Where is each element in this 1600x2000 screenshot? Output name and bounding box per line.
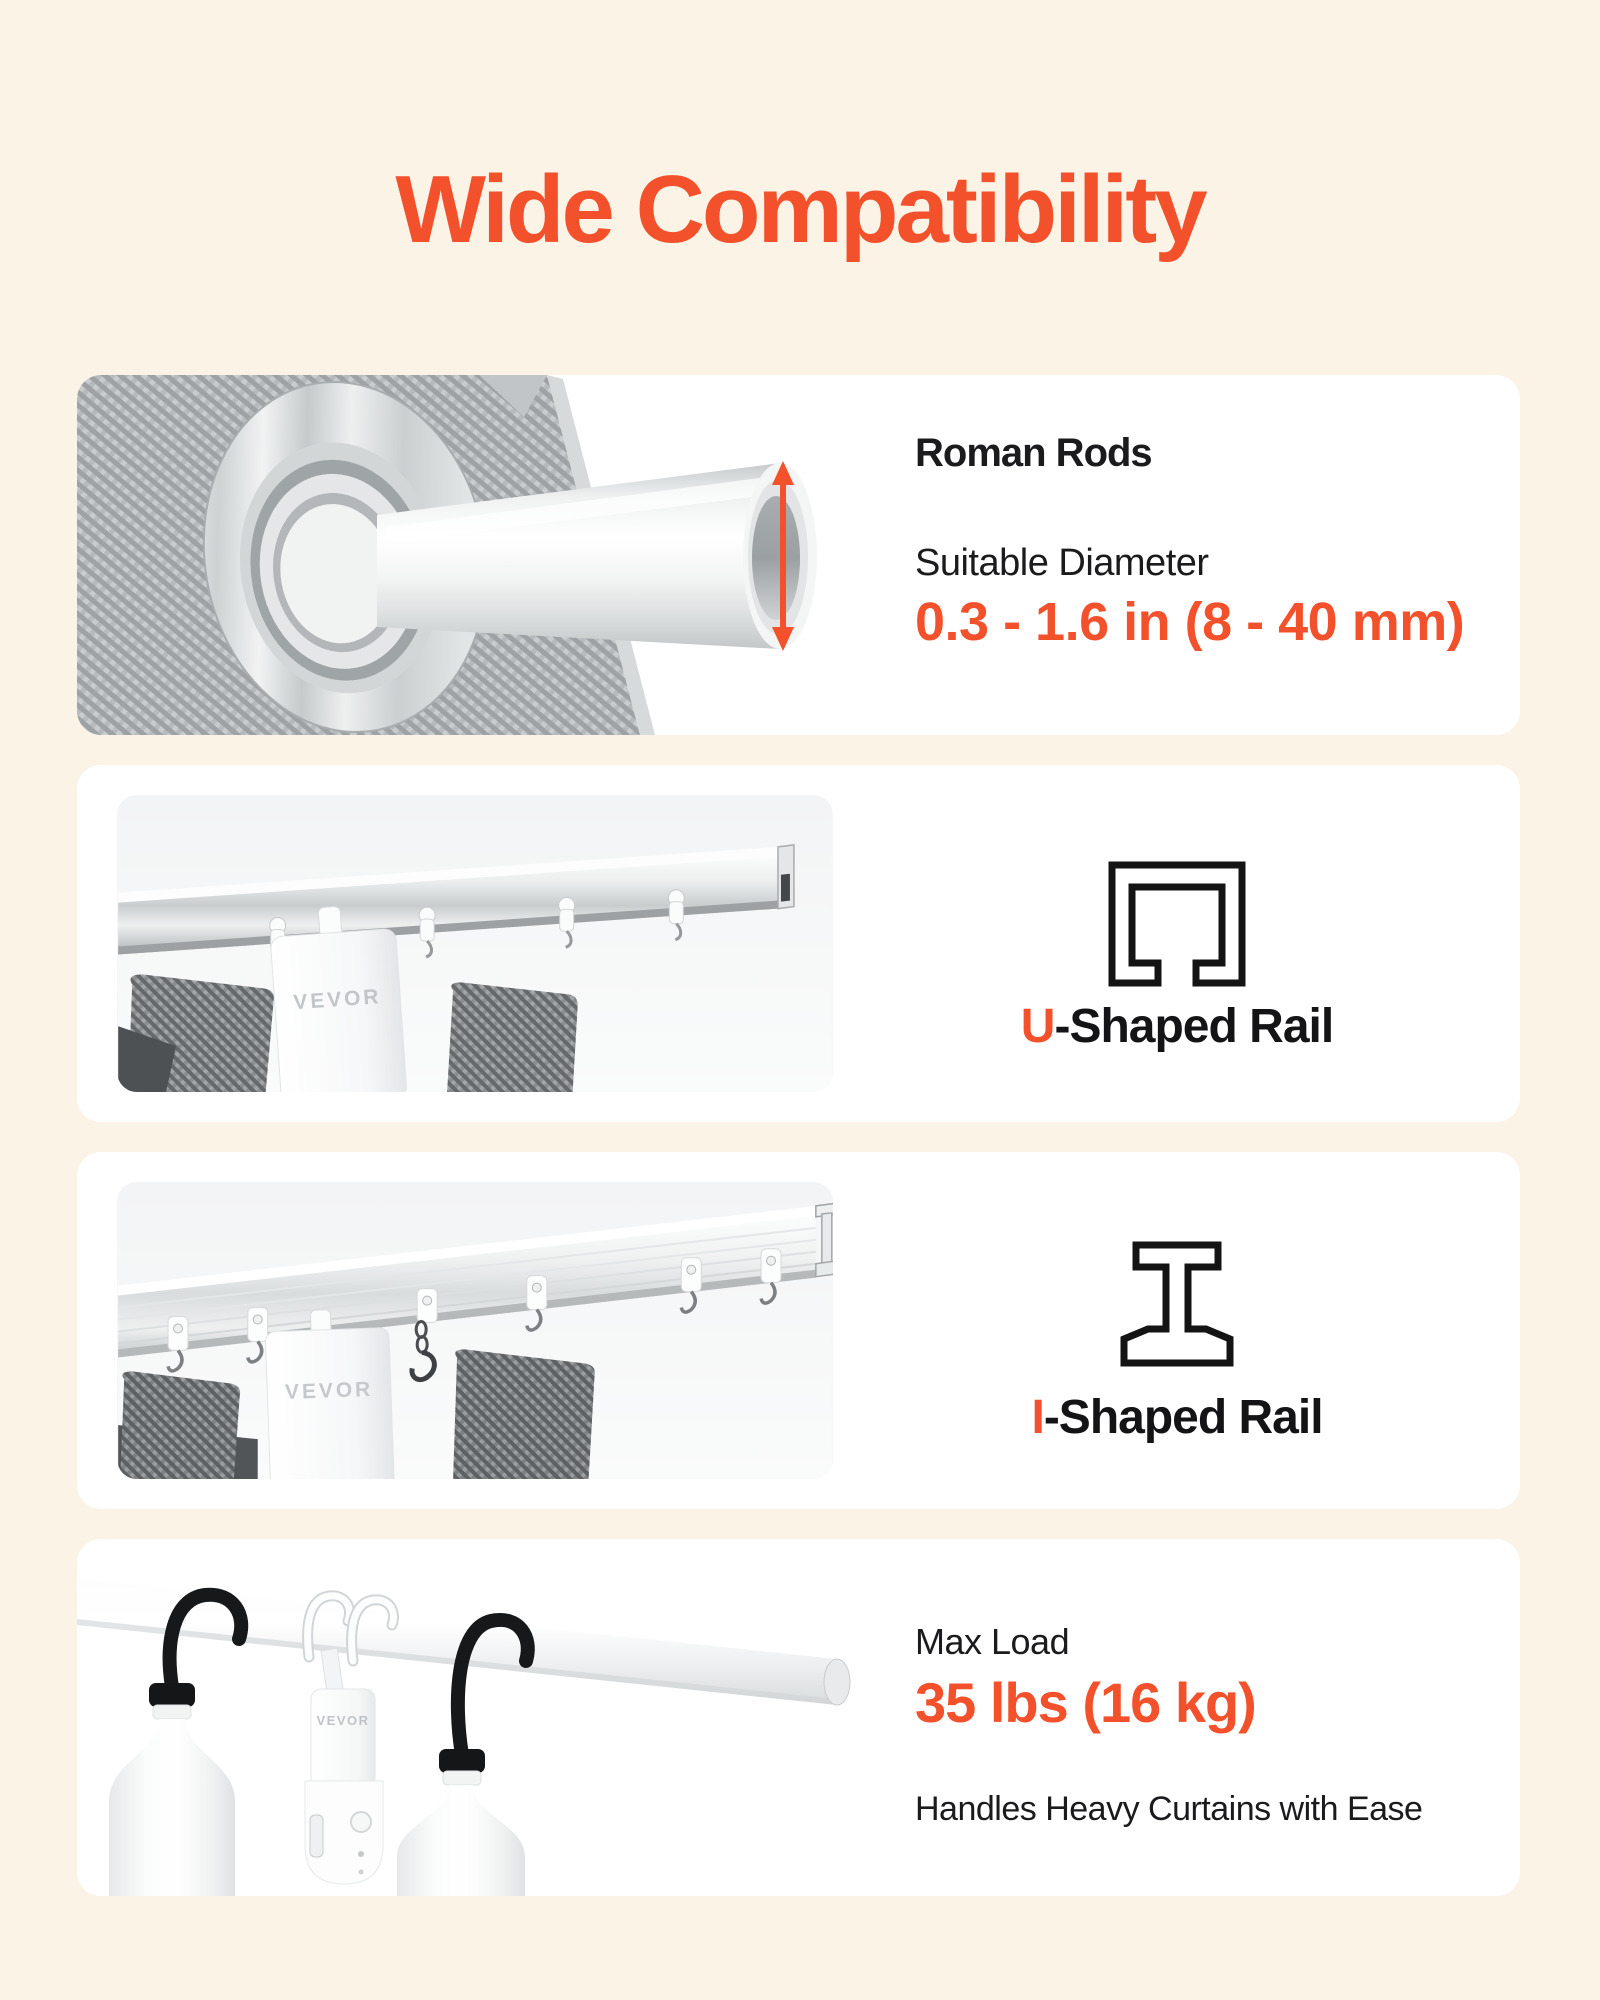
section-max-load — [77, 1539, 1520, 1896]
vevor-logo: VEVOR — [284, 1377, 374, 1404]
diameter-value: 0.3 - 1.6 in (8 - 40 mm) — [915, 592, 1465, 652]
u-rail-label-accent: U — [1020, 1000, 1055, 1053]
curtain-panel-right — [453, 1349, 595, 1479]
section-roman-rods — [77, 375, 1520, 735]
rail-channel-opening — [781, 874, 790, 902]
u-rail-label-rest: -Shaped Rail — [1054, 1000, 1334, 1053]
max-load-value: 35 lbs (16 kg) — [915, 1671, 1256, 1734]
max-load-illustration — [77, 1539, 887, 1896]
u-rail-photo — [117, 795, 833, 1092]
u-rail-illustration — [117, 795, 833, 1092]
page-title: Wide Compatibility — [395, 156, 1205, 264]
i-rail-illustration — [117, 1182, 833, 1479]
i-rail-label-accent: I — [1031, 1391, 1044, 1444]
i-rail-label-rest: -Shaped Rail — [1043, 1391, 1323, 1444]
u-rail-label — [997, 1001, 1357, 1054]
i-rail-photo — [117, 1182, 833, 1479]
section-subheading: Handles Heavy Curtains with Ease — [915, 1790, 1423, 1828]
device-button — [351, 1812, 371, 1832]
section-i-shaped-rail — [77, 1152, 1520, 1509]
i-rail-profile-icon — [1116, 1237, 1238, 1371]
curtain-panel-left — [120, 1371, 240, 1479]
vevor-logo: VEVOR — [292, 985, 383, 1015]
vevor-logo: VEVOR — [316, 1713, 370, 1728]
section-heading: Roman Rods — [915, 431, 1152, 475]
device-led-2 — [359, 1870, 364, 1875]
roman-rod-illustration — [77, 375, 867, 735]
device-usb-port — [310, 1815, 323, 1857]
device-led-1 — [358, 1851, 364, 1857]
curtain-panel-right — [447, 982, 578, 1092]
curtain-robot-device — [265, 1308, 395, 1479]
section-u-shaped-rail — [77, 765, 1520, 1122]
roman-rod-photo — [77, 375, 867, 735]
section-heading: Max Load — [915, 1621, 1070, 1662]
max-load-photo — [77, 1539, 887, 1896]
section-subheading: Suitable Diameter — [915, 542, 1209, 584]
u-rail-profile-icon — [1104, 857, 1250, 991]
i-rail-label — [997, 1392, 1357, 1445]
